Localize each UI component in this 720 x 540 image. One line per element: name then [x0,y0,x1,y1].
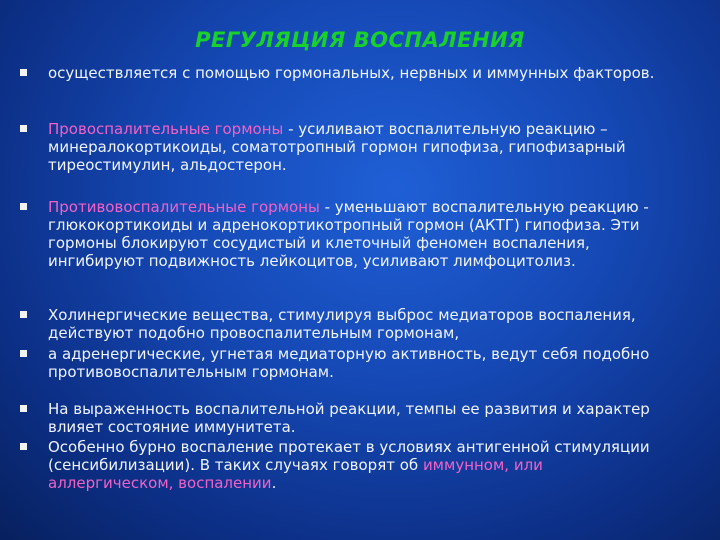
bullet-item [20,400,662,436]
bullet-text-rest: - уменьшают воспалительную реакцию - глюкокортикоиды и адренокортикотропный гормон (АКТГ) гипофиза. Эти гормоны блокируют сосудистый и клеточный феномен воспаления, ингибируют подвижность лейкоцитов, усиливают лимфоцитолиз. [48,198,649,270]
bullet-item [20,64,662,82]
bullet-item [20,120,662,174]
square-bullet-icon [20,405,27,412]
bullet-text: На выраженность воспалительной реакции, темпы ее развития и характер влияет состояние иммунитета. [48,400,650,436]
square-bullet-icon [20,443,27,450]
bullet-item [20,306,662,342]
bullet-text [48,198,662,270]
bullet-text-end: . [271,474,277,492]
bullet-text [48,120,662,174]
square-bullet-icon [20,311,27,318]
bullet-item [20,345,662,381]
bullet-item [20,438,662,492]
bullet-text: осуществляется с помощью гормональных, нервных и иммунных факторов. [48,64,655,82]
highlighted-term: Противовоспалительные гормоны [48,198,320,216]
highlighted-term: Провоспалительные гормоны [48,120,284,138]
bullet-text-start: Особенно бурно воспаление протекает в условиях антигенной стимуляции (сенсибилизации). В таких случаях говорят об [48,438,650,474]
bullet-text-rest: - усиливают воспалительную реакцию – минералокортикоиды, соматотропный гормон гипофиза, гипофизарный тиреостимулин, альдостерон. [48,120,626,174]
square-bullet-icon [20,203,27,210]
bullet-text: а адренергические, угнетая медиаторную активность, ведут себя подобно противовоспалительным гормонам. [48,345,650,381]
bullet-text: Холинергические вещества, стимулируя выброс медиаторов воспаления, действуют подобно провоспалительным гормонам, [48,306,636,342]
highlighted-term: иммунном, или аллергическом, воспалении [48,456,543,492]
slide-title: РЕГУЛЯЦИЯ ВОСПАЛЕНИЯ [195,28,525,52]
square-bullet-icon [20,69,27,76]
bullet-text [48,438,662,492]
bullet-item [20,198,662,270]
square-bullet-icon [20,350,27,357]
square-bullet-icon [20,125,27,132]
